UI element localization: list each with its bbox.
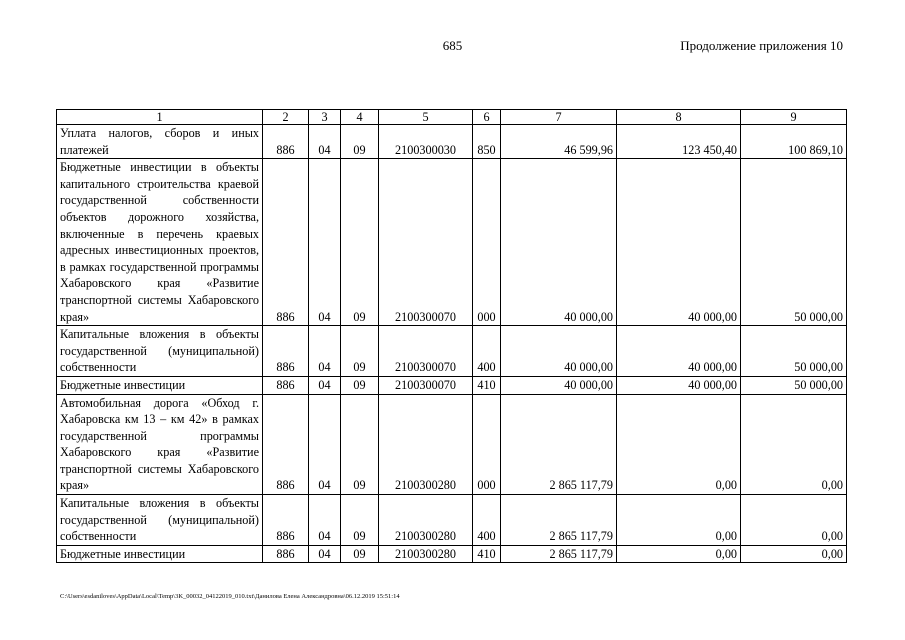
row-name: Бюджетные инвестиции bbox=[57, 376, 263, 394]
cell-target-article: 2100300070 bbox=[379, 326, 473, 377]
cell-section: 04 bbox=[309, 394, 341, 495]
cell-amount-9: 50 000,00 bbox=[741, 159, 847, 326]
column-header: 2 bbox=[263, 110, 309, 125]
cell-target-article: 2100300070 bbox=[379, 159, 473, 326]
cell-expense-type: 410 bbox=[473, 545, 501, 563]
column-header: 4 bbox=[341, 110, 379, 125]
cell-code: 886 bbox=[263, 125, 309, 159]
cell-amount-7: 2 865 117,79 bbox=[501, 495, 617, 546]
cell-section: 04 bbox=[309, 495, 341, 546]
cell-target-article: 2100300280 bbox=[379, 495, 473, 546]
cell-target-article: 2100300070 bbox=[379, 376, 473, 394]
cell-expense-type: 000 bbox=[473, 394, 501, 495]
cell-code: 886 bbox=[263, 394, 309, 495]
cell-amount-8: 0,00 bbox=[617, 394, 741, 495]
cell-expense-type: 400 bbox=[473, 326, 501, 377]
table-row bbox=[57, 545, 847, 563]
cell-amount-9: 100 869,10 bbox=[741, 125, 847, 159]
column-number-row bbox=[57, 110, 847, 125]
cell-subsection: 09 bbox=[341, 125, 379, 159]
cell-subsection: 09 bbox=[341, 495, 379, 546]
cell-amount-8: 40 000,00 bbox=[617, 326, 741, 377]
cell-code: 886 bbox=[263, 495, 309, 546]
cell-section: 04 bbox=[309, 159, 341, 326]
page-number: 685 bbox=[442, 38, 463, 53]
cell-amount-7: 2 865 117,79 bbox=[501, 545, 617, 563]
cell-amount-7: 40 000,00 bbox=[501, 376, 617, 394]
cell-section: 04 bbox=[309, 125, 341, 159]
column-header: 3 bbox=[309, 110, 341, 125]
cell-target-article: 2100300030 bbox=[379, 125, 473, 159]
cell-amount-8: 40 000,00 bbox=[617, 159, 741, 326]
cell-code: 886 bbox=[263, 376, 309, 394]
cell-subsection: 09 bbox=[341, 159, 379, 326]
cell-expense-type: 410 bbox=[473, 376, 501, 394]
cell-subsection: 09 bbox=[341, 376, 379, 394]
cell-code: 886 bbox=[263, 159, 309, 326]
cell-section: 04 bbox=[309, 326, 341, 377]
row-name: Уплата налогов, сборов и иных платежей bbox=[57, 125, 263, 159]
appendix-continuation-note: Продолжение приложения 10 bbox=[680, 38, 843, 53]
cell-amount-9: 0,00 bbox=[741, 545, 847, 563]
table-row bbox=[57, 326, 847, 377]
cell-amount-9: 50 000,00 bbox=[741, 326, 847, 377]
column-header: 7 bbox=[501, 110, 617, 125]
cell-expense-type: 000 bbox=[473, 159, 501, 326]
cell-code: 886 bbox=[263, 326, 309, 377]
cell-amount-7: 40 000,00 bbox=[501, 326, 617, 377]
cell-target-article: 2100300280 bbox=[379, 394, 473, 495]
cell-subsection: 09 bbox=[341, 394, 379, 495]
file-path-footer: C:\Users\esdaniloves\AppData\Local\Temp\3K_00032_04122019_010.txt\Данилова Елена Александровна\06.12.2019 15:51:14 bbox=[60, 593, 400, 600]
cell-amount-8: 40 000,00 bbox=[617, 376, 741, 394]
table-row bbox=[57, 495, 847, 546]
table-row bbox=[57, 376, 847, 394]
cell-amount-8: 0,00 bbox=[617, 495, 741, 546]
column-header: 8 bbox=[617, 110, 741, 125]
budget-table bbox=[56, 109, 847, 563]
column-header: 1 bbox=[57, 110, 263, 125]
row-name: Капитальные вложения в объекты государственной (муниципальной) собственности bbox=[57, 495, 263, 546]
cell-amount-7: 46 599,96 bbox=[501, 125, 617, 159]
cell-expense-type: 400 bbox=[473, 495, 501, 546]
column-header: 5 bbox=[379, 110, 473, 125]
cell-amount-9: 0,00 bbox=[741, 394, 847, 495]
cell-subsection: 09 bbox=[341, 326, 379, 377]
cell-subsection: 09 bbox=[341, 545, 379, 563]
row-name: Бюджетные инвестиции bbox=[57, 545, 263, 563]
table-row bbox=[57, 125, 847, 159]
cell-section: 04 bbox=[309, 376, 341, 394]
cell-amount-9: 0,00 bbox=[741, 495, 847, 546]
row-name: Бюджетные инвестиции в объекты капитального строительства краевой государственной собственности объектов дорожного хозяйства, включенные в перечень краевых адресных инвестиционных проектов, в рамках государственной программы Хабаровского края «Развитие транспортной системы Хабаровского края» bbox=[57, 159, 263, 326]
cell-amount-7: 2 865 117,79 bbox=[501, 394, 617, 495]
cell-section: 04 bbox=[309, 545, 341, 563]
cell-amount-7: 40 000,00 bbox=[501, 159, 617, 326]
column-header: 9 bbox=[741, 110, 847, 125]
cell-code: 886 bbox=[263, 545, 309, 563]
table-row bbox=[57, 394, 847, 495]
table-row bbox=[57, 159, 847, 326]
cell-amount-8: 123 450,40 bbox=[617, 125, 741, 159]
row-name: Капитальные вложения в объекты государственной (муниципальной) собственности bbox=[57, 326, 263, 377]
cell-target-article: 2100300280 bbox=[379, 545, 473, 563]
row-name: Автомобильная дорога «Обход г. Хабаровска км 13 – км 42» в рамках государственной программы Хабаровского края «Развитие транспортной системы Хабаровского края» bbox=[57, 394, 263, 495]
column-header: 6 bbox=[473, 110, 501, 125]
cell-amount-9: 50 000,00 bbox=[741, 376, 847, 394]
cell-amount-8: 0,00 bbox=[617, 545, 741, 563]
cell-expense-type: 850 bbox=[473, 125, 501, 159]
